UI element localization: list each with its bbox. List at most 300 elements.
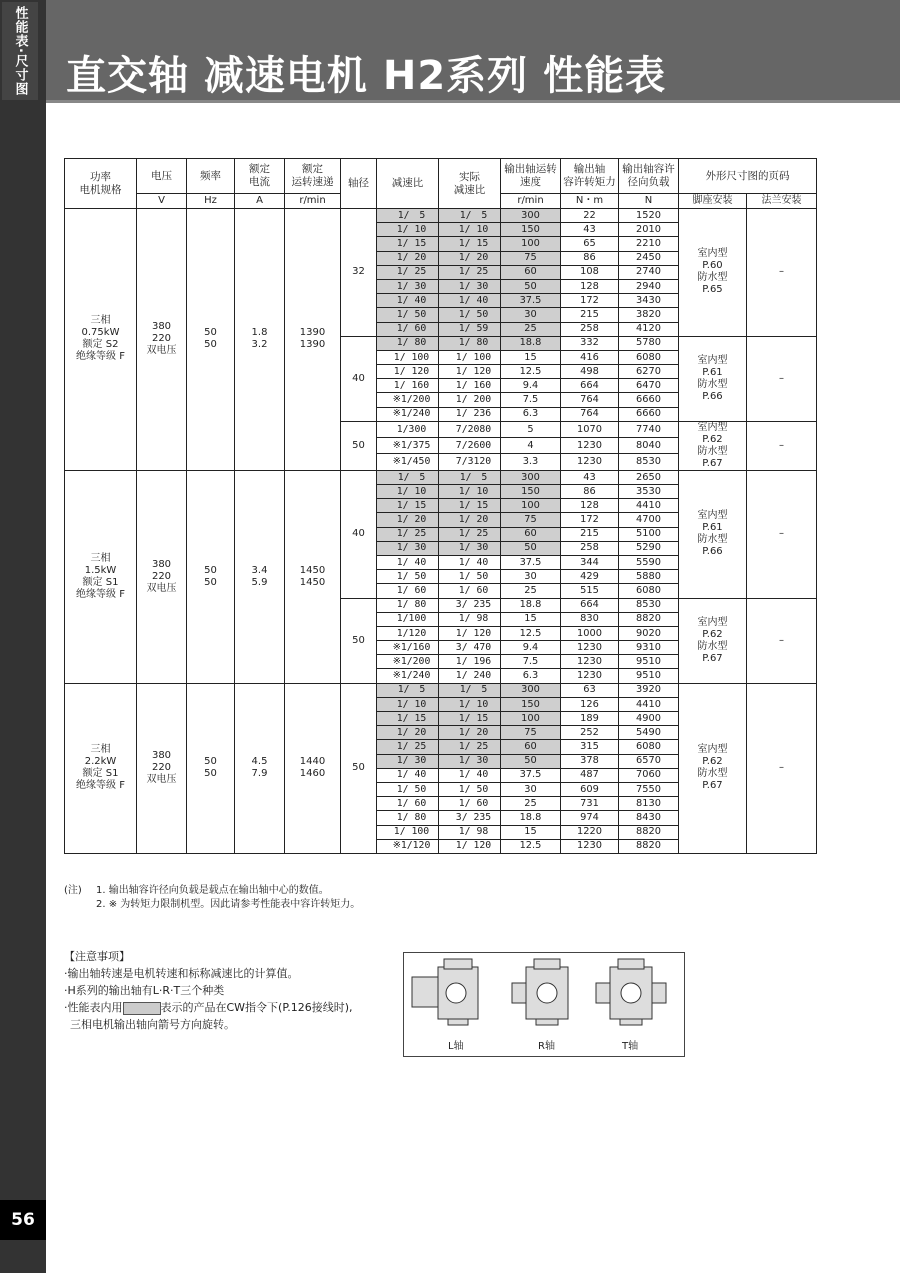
output-speed-cell: 75 xyxy=(501,251,561,265)
output-speed-cell: 37.5 xyxy=(501,294,561,308)
actual-ratio-cell: 1/ 30 xyxy=(439,754,501,768)
actual-ratio-cell: 1/ 40 xyxy=(439,555,501,569)
table-row xyxy=(65,683,817,697)
ratio-cell: ※1/240 xyxy=(377,407,439,421)
actual-ratio-cell: 1/ 200 xyxy=(439,393,501,407)
section-label: 性能表·尺寸图 xyxy=(2,2,38,100)
output-speed-cell: 100 xyxy=(501,712,561,726)
rated-speed-cell: 1440 1460 xyxy=(285,683,341,853)
torque-cell: 172 xyxy=(561,513,619,527)
actual-ratio-cell: 1/ 120 xyxy=(439,839,501,853)
t-shaft-label: T轴 xyxy=(622,1041,639,1052)
shaft-type-diagram xyxy=(403,952,685,1057)
radial-load-cell: 3820 xyxy=(619,308,679,322)
output-speed-cell: 15 xyxy=(501,350,561,364)
actual-ratio-cell: 1/ 98 xyxy=(439,612,501,626)
ratio-cell: 1/ 25 xyxy=(377,265,439,279)
output-speed-cell: 5 xyxy=(501,421,561,437)
radial-load-cell: 5780 xyxy=(619,336,679,350)
table-row xyxy=(65,470,817,484)
foot-mount-page-cell: 室内型 P.62 防水型 P.67 xyxy=(679,683,747,853)
ratio-cell: 1/ 80 xyxy=(377,811,439,825)
ratio-cell: 1/ 5 xyxy=(377,683,439,697)
ratio-cell: 1/ 100 xyxy=(377,350,439,364)
actual-ratio-cell: 1/ 15 xyxy=(439,712,501,726)
frequency-cell: 50 50 xyxy=(187,683,235,853)
output-speed-cell: 60 xyxy=(501,265,561,279)
flange-mount-page-cell: – xyxy=(747,336,817,421)
r-shaft-motor-icon xyxy=(512,959,568,1025)
unit-out-speed: r/min xyxy=(501,194,561,209)
foot-mount-page-cell: 室内型 P.60 防水型 P.65 xyxy=(679,209,747,337)
shaft-diameter-cell: 50 xyxy=(341,683,377,853)
ratio-cell: 1/ 15 xyxy=(377,712,439,726)
notes-label: (注) xyxy=(64,885,82,896)
radial-load-cell: 5290 xyxy=(619,541,679,555)
ratio-cell: 1/ 25 xyxy=(377,527,439,541)
actual-ratio-cell: 1/ 5 xyxy=(439,683,501,697)
actual-ratio-cell: 1/ 240 xyxy=(439,669,501,683)
output-speed-cell: 30 xyxy=(501,782,561,796)
foot-mount-page-cell: 室内型 P.62 防水型 P.67 xyxy=(679,421,747,470)
col-torque: 输出轴 容许转矩力 xyxy=(561,159,619,194)
actual-ratio-cell: 7/3120 xyxy=(439,454,501,470)
output-speed-cell: 100 xyxy=(501,237,561,251)
note-2: 2. ※ 为转矩力限制机型。因此请参考性能表中容许转矩力。 xyxy=(96,899,361,910)
radial-load-cell: 5590 xyxy=(619,555,679,569)
frequency-cell: 50 50 xyxy=(187,209,235,471)
actual-ratio-cell: 1/ 20 xyxy=(439,251,501,265)
radial-load-cell: 2740 xyxy=(619,265,679,279)
motor-spec-cell: 三相 1.5kW 额定 S1 绝缘等级 F xyxy=(65,470,137,683)
current-cell: 4.5 7.9 xyxy=(235,683,285,853)
torque-cell: 315 xyxy=(561,740,619,754)
caution-title: 【注意事项】 xyxy=(64,950,130,963)
ratio-cell: ※1/450 xyxy=(377,454,439,470)
radial-load-cell: 5490 xyxy=(619,726,679,740)
unit-current: A xyxy=(235,194,285,209)
radial-load-cell: 3530 xyxy=(619,485,679,499)
ratio-cell: 1/ 15 xyxy=(377,237,439,251)
output-speed-cell: 37.5 xyxy=(501,768,561,782)
caution-line-3 xyxy=(64,999,394,1016)
actual-ratio-cell: 7/2600 xyxy=(439,438,501,454)
radial-load-cell: 8530 xyxy=(619,454,679,470)
ratio-cell: 1/ 160 xyxy=(377,379,439,393)
torque-cell: 1230 xyxy=(561,454,619,470)
col-spec: 功率 电机规格 xyxy=(65,159,137,209)
actual-ratio-cell: 1/ 60 xyxy=(439,797,501,811)
ratio-cell: 1/ 10 xyxy=(377,485,439,499)
ratio-cell: 1/ 30 xyxy=(377,279,439,293)
output-speed-cell: 30 xyxy=(501,308,561,322)
output-speed-cell: 3.3 xyxy=(501,454,561,470)
torque-cell: 974 xyxy=(561,811,619,825)
radial-load-cell: 4120 xyxy=(619,322,679,336)
caution xyxy=(64,948,394,1033)
radial-load-cell: 2210 xyxy=(619,237,679,251)
actual-ratio-cell: 1/ 15 xyxy=(439,237,501,251)
header-divider xyxy=(46,100,900,103)
actual-ratio-cell: 1/ 10 xyxy=(439,697,501,711)
page-number: 56 xyxy=(0,1200,46,1240)
actual-ratio-cell: 3/ 470 xyxy=(439,641,501,655)
shaft-diameter-cell: 50 xyxy=(341,421,377,470)
caution-line-3a: ·性能表内用 xyxy=(64,1001,123,1014)
actual-ratio-cell: 1/ 196 xyxy=(439,655,501,669)
ratio-cell: ※1/240 xyxy=(377,669,439,683)
col-pages: 外形尺寸图的页码 xyxy=(679,159,817,194)
output-speed-cell: 18.8 xyxy=(501,811,561,825)
actual-ratio-cell: 7/2080 xyxy=(439,421,501,437)
torque-cell: 258 xyxy=(561,322,619,336)
torque-cell: 664 xyxy=(561,598,619,612)
radial-load-cell: 7060 xyxy=(619,768,679,782)
ratio-cell: 1/ 40 xyxy=(377,768,439,782)
col-out-speed: 输出轴运转 速度 xyxy=(501,159,561,194)
radial-load-cell: 6080 xyxy=(619,740,679,754)
ratio-cell: 1/ 80 xyxy=(377,598,439,612)
torque-cell: 664 xyxy=(561,379,619,393)
output-speed-cell: 60 xyxy=(501,527,561,541)
unit-speed: r/min xyxy=(285,194,341,209)
rated-speed-cell: 1390 1390 xyxy=(285,209,341,471)
ratio-cell: 1/ 100 xyxy=(377,825,439,839)
ratio-cell: ※1/200 xyxy=(377,393,439,407)
torque-cell: 416 xyxy=(561,350,619,364)
ratio-cell: 1/ 50 xyxy=(377,782,439,796)
actual-ratio-cell: 1/ 15 xyxy=(439,499,501,513)
actual-ratio-cell: 1/ 40 xyxy=(439,294,501,308)
ratio-cell: 1/ 30 xyxy=(377,754,439,768)
actual-ratio-cell: 1/ 50 xyxy=(439,782,501,796)
output-speed-cell: 150 xyxy=(501,223,561,237)
actual-ratio-cell: 1/ 30 xyxy=(439,279,501,293)
torque-cell: 86 xyxy=(561,251,619,265)
page-title: 直交轴 减速电机 H2系列 性能表 xyxy=(66,53,667,99)
radial-load-cell: 8530 xyxy=(619,598,679,612)
ratio-cell: 1/ 10 xyxy=(377,223,439,237)
ratio-cell: 1/ 50 xyxy=(377,570,439,584)
rated-speed-cell: 1450 1450 xyxy=(285,470,341,683)
torque-cell: 172 xyxy=(561,294,619,308)
radial-load-cell: 8820 xyxy=(619,839,679,853)
performance-table xyxy=(64,158,817,854)
torque-cell: 252 xyxy=(561,726,619,740)
col-shaft: 轴径 xyxy=(341,159,377,209)
output-speed-cell: 18.8 xyxy=(501,336,561,350)
torque-cell: 378 xyxy=(561,754,619,768)
shaft-illustrations xyxy=(404,953,684,1033)
torque-cell: 1220 xyxy=(561,825,619,839)
flange-mount-page-cell: – xyxy=(747,683,817,853)
radial-load-cell: 6080 xyxy=(619,350,679,364)
torque-cell: 764 xyxy=(561,393,619,407)
actual-ratio-cell: 1/ 50 xyxy=(439,570,501,584)
torque-cell: 258 xyxy=(561,541,619,555)
radial-load-cell: 4410 xyxy=(619,697,679,711)
caution-line-4: 三相电机输出轴向箭号方向旋转。 xyxy=(70,1018,235,1031)
motor-spec-cell: 三相 2.2kW 额定 S1 绝缘等级 F xyxy=(65,683,137,853)
voltage-cell: 380 220 双电压 xyxy=(137,470,187,683)
radial-load-cell: 3430 xyxy=(619,294,679,308)
shaft-diameter-cell: 50 xyxy=(341,598,377,683)
output-speed-cell: 30 xyxy=(501,570,561,584)
ratio-cell: ※1/200 xyxy=(377,655,439,669)
l-shaft-motor-icon xyxy=(412,959,478,1025)
output-speed-cell: 15 xyxy=(501,825,561,839)
voltage-cell: 380 220 双电压 xyxy=(137,683,187,853)
actual-ratio-cell: 1/ 60 xyxy=(439,584,501,598)
output-speed-cell: 6.3 xyxy=(501,407,561,421)
actual-ratio-cell: 1/ 160 xyxy=(439,379,501,393)
radial-load-cell: 2010 xyxy=(619,223,679,237)
current-cell: 3.4 5.9 xyxy=(235,470,285,683)
shaft-diameter-cell: 40 xyxy=(341,336,377,421)
caution-line-2: ·H系列的输出轴有L·R·T三个种类 xyxy=(64,984,225,997)
unit-freq: Hz xyxy=(187,194,235,209)
col-voltage: 电压 xyxy=(137,159,187,194)
actual-ratio-cell: 1/ 25 xyxy=(439,265,501,279)
actual-ratio-cell: 1/ 50 xyxy=(439,308,501,322)
col-freq: 频率 xyxy=(187,159,235,194)
l-shaft-label: L轴 xyxy=(448,1041,464,1052)
ratio-cell: 1/300 xyxy=(377,421,439,437)
torque-cell: 215 xyxy=(561,527,619,541)
output-speed-cell: 150 xyxy=(501,485,561,499)
output-speed-cell: 25 xyxy=(501,322,561,336)
ratio-cell: 1/ 5 xyxy=(377,470,439,484)
unit-torque: N・m xyxy=(561,194,619,209)
ratio-cell: ※1/375 xyxy=(377,438,439,454)
ratio-cell: ※1/120 xyxy=(377,839,439,853)
caution-line-1: ·输出轴转速是电机转速和标称减速比的计算值。 xyxy=(64,967,299,980)
output-speed-cell: 15 xyxy=(501,612,561,626)
torque-cell: 1000 xyxy=(561,626,619,640)
voltage-cell: 380 220 双电压 xyxy=(137,209,187,471)
ratio-cell: 1/ 15 xyxy=(377,499,439,513)
ratio-cell: 1/ 50 xyxy=(377,308,439,322)
torque-cell: 498 xyxy=(561,365,619,379)
torque-cell: 126 xyxy=(561,697,619,711)
ratio-cell: 1/ 40 xyxy=(377,294,439,308)
radial-load-cell: 3920 xyxy=(619,683,679,697)
radial-load-cell: 8820 xyxy=(619,825,679,839)
torque-cell: 1230 xyxy=(561,438,619,454)
output-speed-cell: 7.5 xyxy=(501,655,561,669)
torque-cell: 487 xyxy=(561,768,619,782)
torque-cell: 65 xyxy=(561,237,619,251)
torque-cell: 609 xyxy=(561,782,619,796)
current-cell: 1.8 3.2 xyxy=(235,209,285,471)
output-speed-cell: 50 xyxy=(501,541,561,555)
output-speed-cell: 25 xyxy=(501,797,561,811)
output-speed-cell: 60 xyxy=(501,740,561,754)
output-speed-cell: 75 xyxy=(501,726,561,740)
torque-cell: 764 xyxy=(561,407,619,421)
unit-foot: 脚座安装 xyxy=(679,194,747,209)
caution-line-3b: 表示的产品在CW指令下(P.126接线时), xyxy=(160,1001,353,1014)
radial-load-cell: 2940 xyxy=(619,279,679,293)
actual-ratio-cell: 1/ 30 xyxy=(439,541,501,555)
output-speed-cell: 75 xyxy=(501,513,561,527)
radial-load-cell: 9510 xyxy=(619,669,679,683)
radial-load-cell: 6270 xyxy=(619,365,679,379)
torque-cell: 1070 xyxy=(561,421,619,437)
actual-ratio-cell: 3/ 235 xyxy=(439,598,501,612)
actual-ratio-cell: 1/ 59 xyxy=(439,322,501,336)
torque-cell: 1230 xyxy=(561,669,619,683)
unit-voltage: V xyxy=(137,194,187,209)
actual-ratio-cell: 1/ 5 xyxy=(439,470,501,484)
t-shaft-motor-icon xyxy=(596,959,666,1025)
actual-ratio-cell: 3/ 235 xyxy=(439,811,501,825)
actual-ratio-cell: 1/ 20 xyxy=(439,513,501,527)
radial-load-cell: 8820 xyxy=(619,612,679,626)
radial-load-cell: 9020 xyxy=(619,626,679,640)
ratio-cell: 1/120 xyxy=(377,626,439,640)
torque-cell: 1230 xyxy=(561,655,619,669)
torque-cell: 332 xyxy=(561,336,619,350)
shaft-diameter-cell: 40 xyxy=(341,470,377,598)
actual-ratio-cell: 1/ 25 xyxy=(439,740,501,754)
torque-cell: 830 xyxy=(561,612,619,626)
ratio-cell: 1/ 60 xyxy=(377,797,439,811)
output-speed-cell: 37.5 xyxy=(501,555,561,569)
unit-load: N xyxy=(619,194,679,209)
output-speed-cell: 300 xyxy=(501,209,561,223)
ratio-cell: 1/ 40 xyxy=(377,555,439,569)
col-ratio: 减速比 xyxy=(377,159,439,209)
ratio-cell: 1/ 25 xyxy=(377,740,439,754)
output-speed-cell: 50 xyxy=(501,754,561,768)
ratio-cell: 1/ 20 xyxy=(377,251,439,265)
r-shaft-label: R轴 xyxy=(538,1041,555,1052)
torque-cell: 1230 xyxy=(561,839,619,853)
ratio-cell: 1/ 120 xyxy=(377,365,439,379)
torque-cell: 43 xyxy=(561,223,619,237)
radial-load-cell: 7740 xyxy=(619,421,679,437)
actual-ratio-cell: 1/ 120 xyxy=(439,626,501,640)
radial-load-cell: 2650 xyxy=(619,470,679,484)
col-speed: 额定 运转速递 xyxy=(285,159,341,194)
radial-load-cell: 6080 xyxy=(619,584,679,598)
output-speed-cell: 100 xyxy=(501,499,561,513)
actual-ratio-cell: 1/ 236 xyxy=(439,407,501,421)
radial-load-cell: 5100 xyxy=(619,527,679,541)
foot-mount-page-cell: 室内型 P.61 防水型 P.66 xyxy=(679,336,747,421)
output-speed-cell: 4 xyxy=(501,438,561,454)
actual-ratio-cell: 1/ 20 xyxy=(439,726,501,740)
radial-load-cell: 4410 xyxy=(619,499,679,513)
ratio-cell: 1/ 80 xyxy=(377,336,439,350)
output-speed-cell: 300 xyxy=(501,470,561,484)
ratio-cell: 1/100 xyxy=(377,612,439,626)
col-current: 额定 电流 xyxy=(235,159,285,194)
actual-ratio-cell: 1/ 100 xyxy=(439,350,501,364)
ratio-cell: 1/ 10 xyxy=(377,697,439,711)
output-speed-cell: 6.3 xyxy=(501,669,561,683)
output-speed-cell: 12.5 xyxy=(501,839,561,853)
header xyxy=(46,0,900,135)
torque-cell: 215 xyxy=(561,308,619,322)
ratio-cell: ※1/160 xyxy=(377,641,439,655)
radial-load-cell: 6570 xyxy=(619,754,679,768)
sidebar xyxy=(0,0,46,1273)
radial-load-cell: 8130 xyxy=(619,797,679,811)
foot-mount-page-cell: 室内型 P.62 防水型 P.67 xyxy=(679,598,747,683)
torque-cell: 128 xyxy=(561,279,619,293)
actual-ratio-cell: 1/ 10 xyxy=(439,485,501,499)
output-speed-cell: 18.8 xyxy=(501,598,561,612)
output-speed-cell: 9.4 xyxy=(501,379,561,393)
shaft-diameter-cell: 32 xyxy=(341,209,377,337)
unit-flange: 法兰安装 xyxy=(747,194,817,209)
radial-load-cell: 6660 xyxy=(619,393,679,407)
radial-load-cell: 8040 xyxy=(619,438,679,454)
radial-load-cell: 6470 xyxy=(619,379,679,393)
output-speed-cell: 12.5 xyxy=(501,365,561,379)
torque-cell: 344 xyxy=(561,555,619,569)
table-row xyxy=(65,209,817,223)
output-speed-cell: 7.5 xyxy=(501,393,561,407)
torque-cell: 108 xyxy=(561,265,619,279)
torque-cell: 515 xyxy=(561,584,619,598)
torque-cell: 22 xyxy=(561,209,619,223)
torque-cell: 1230 xyxy=(561,641,619,655)
torque-cell: 86 xyxy=(561,485,619,499)
output-speed-cell: 12.5 xyxy=(501,626,561,640)
actual-ratio-cell: 1/ 80 xyxy=(439,336,501,350)
radial-load-cell: 4900 xyxy=(619,712,679,726)
frequency-cell: 50 50 xyxy=(187,470,235,683)
ratio-cell: 1/ 20 xyxy=(377,513,439,527)
torque-cell: 43 xyxy=(561,470,619,484)
radial-load-cell: 9510 xyxy=(619,655,679,669)
torque-cell: 429 xyxy=(561,570,619,584)
ratio-cell: 1/ 5 xyxy=(377,209,439,223)
ratio-cell: 1/ 20 xyxy=(377,726,439,740)
col-load: 输出轴容许 径向负载 xyxy=(619,159,679,194)
flange-mount-page-cell: – xyxy=(747,470,817,598)
radial-load-cell: 4700 xyxy=(619,513,679,527)
radial-load-cell: 8430 xyxy=(619,811,679,825)
actual-ratio-cell: 1/ 120 xyxy=(439,365,501,379)
gray-legend-swatch xyxy=(123,1002,161,1015)
flange-mount-page-cell: – xyxy=(747,421,817,470)
output-speed-cell: 300 xyxy=(501,683,561,697)
radial-load-cell: 6660 xyxy=(619,407,679,421)
radial-load-cell: 7550 xyxy=(619,782,679,796)
output-speed-cell: 9.4 xyxy=(501,641,561,655)
radial-load-cell: 9310 xyxy=(619,641,679,655)
torque-cell: 63 xyxy=(561,683,619,697)
actual-ratio-cell: 1/ 25 xyxy=(439,527,501,541)
ratio-cell: 1/ 60 xyxy=(377,584,439,598)
actual-ratio-cell: 1/ 5 xyxy=(439,209,501,223)
torque-cell: 731 xyxy=(561,797,619,811)
foot-mount-page-cell: 室内型 P.61 防水型 P.66 xyxy=(679,470,747,598)
col-actual: 实际 减速比 xyxy=(439,159,501,209)
output-speed-cell: 150 xyxy=(501,697,561,711)
flange-mount-page-cell: – xyxy=(747,209,817,337)
motor-spec-cell: 三相 0.75kW 额定 S2 绝缘等级 F xyxy=(65,209,137,471)
torque-cell: 189 xyxy=(561,712,619,726)
flange-mount-page-cell: – xyxy=(747,598,817,683)
radial-load-cell: 2450 xyxy=(619,251,679,265)
note-1: 1. 输出轴容许径向负载是载点在输出轴中心的数值。 xyxy=(96,885,329,896)
ratio-cell: 1/ 30 xyxy=(377,541,439,555)
